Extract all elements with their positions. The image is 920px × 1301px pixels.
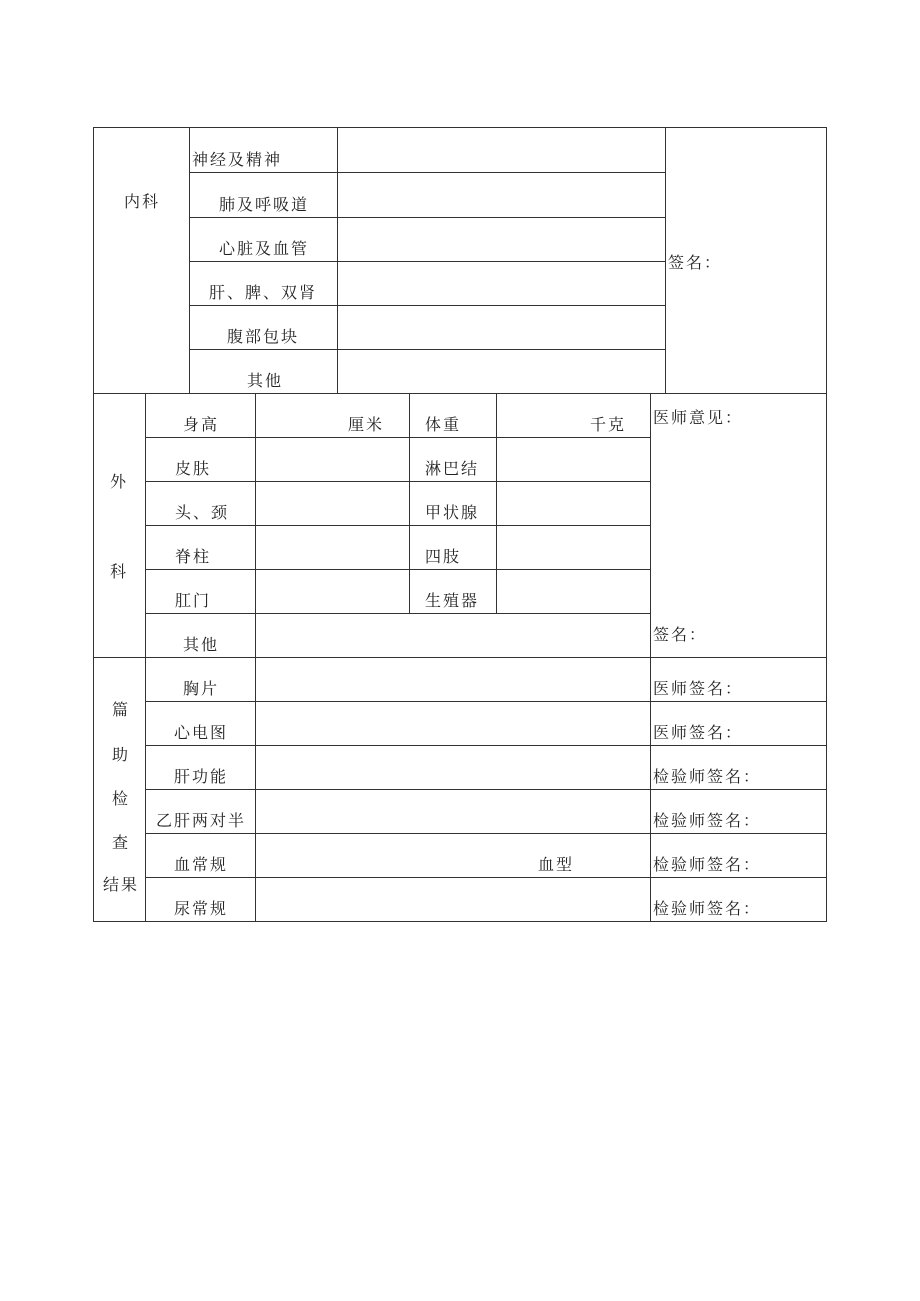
row-label: 尿常规 [174, 899, 229, 918]
weight-label: 体重 [425, 415, 462, 434]
divider [189, 217, 665, 218]
signature-label: 签名： [653, 625, 708, 644]
section-title: 内科 [124, 192, 161, 211]
signature-label: 医师签名： [653, 679, 744, 698]
divider [145, 745, 827, 746]
section-title-bottom: 科 [110, 562, 129, 581]
section-title-char: 检 [112, 789, 131, 808]
section-title-char: 助 [112, 745, 131, 764]
divider [189, 261, 665, 262]
row-label: 肝、脾、双肾 [209, 283, 318, 302]
divider [189, 349, 665, 350]
row-label: 其他 [247, 371, 284, 390]
signature-label: 检验师签名： [653, 855, 762, 874]
divider [145, 437, 650, 438]
signature-label: 检验师签名： [653, 899, 762, 918]
divider [145, 833, 827, 834]
signature-label: 检验师签名： [653, 811, 762, 830]
section-title-char: 结果 [103, 875, 140, 894]
divider [145, 481, 650, 482]
row-label: 生殖器 [425, 591, 480, 610]
section-title-top: 外 [110, 472, 129, 491]
row-label: 其他 [183, 635, 220, 654]
section-title-char: 篇 [112, 700, 131, 719]
signature-label: 检验师签名： [653, 767, 762, 786]
row-label: 脊柱 [175, 547, 212, 566]
divider [145, 789, 827, 790]
divider [145, 569, 650, 570]
divider [145, 613, 650, 614]
row-label: 皮肤 [175, 459, 212, 478]
row-label: 头、颈 [175, 503, 230, 522]
divider [145, 877, 827, 878]
divider [145, 701, 827, 702]
row-label: 血常规 [174, 855, 229, 874]
row-label: 腹部包块 [227, 327, 300, 346]
row-label: 肛门 [175, 591, 212, 610]
divider [496, 393, 497, 613]
height-unit: 厘米 [348, 415, 385, 434]
doctor-opinion-label: 医师意见： [653, 408, 744, 427]
row-label: 乙肝两对半 [156, 811, 247, 830]
row-label: 肝功能 [174, 767, 229, 786]
divider [145, 525, 650, 526]
row-label: 肺及呼吸道 [219, 195, 310, 214]
height-label: 身高 [183, 415, 220, 434]
row-label: 淋巴结 [425, 459, 480, 478]
weight-unit: 千克 [590, 415, 627, 434]
row-label: 心脏及血管 [219, 239, 310, 258]
signature-label: 签名： [668, 253, 723, 272]
signature-label: 医师签名： [653, 723, 744, 742]
divider [189, 172, 665, 173]
row-label: 胸片 [183, 679, 220, 698]
section-title-char: 查 [112, 833, 131, 852]
row-label: 神经及精神 [192, 150, 283, 169]
divider [665, 127, 666, 394]
row-label: 心电图 [174, 723, 229, 742]
divider [189, 305, 665, 306]
row-label: 甲状腺 [425, 503, 480, 522]
row-label: 四肢 [425, 547, 462, 566]
divider [409, 393, 410, 613]
blood-type-label: 血型 [538, 855, 575, 874]
